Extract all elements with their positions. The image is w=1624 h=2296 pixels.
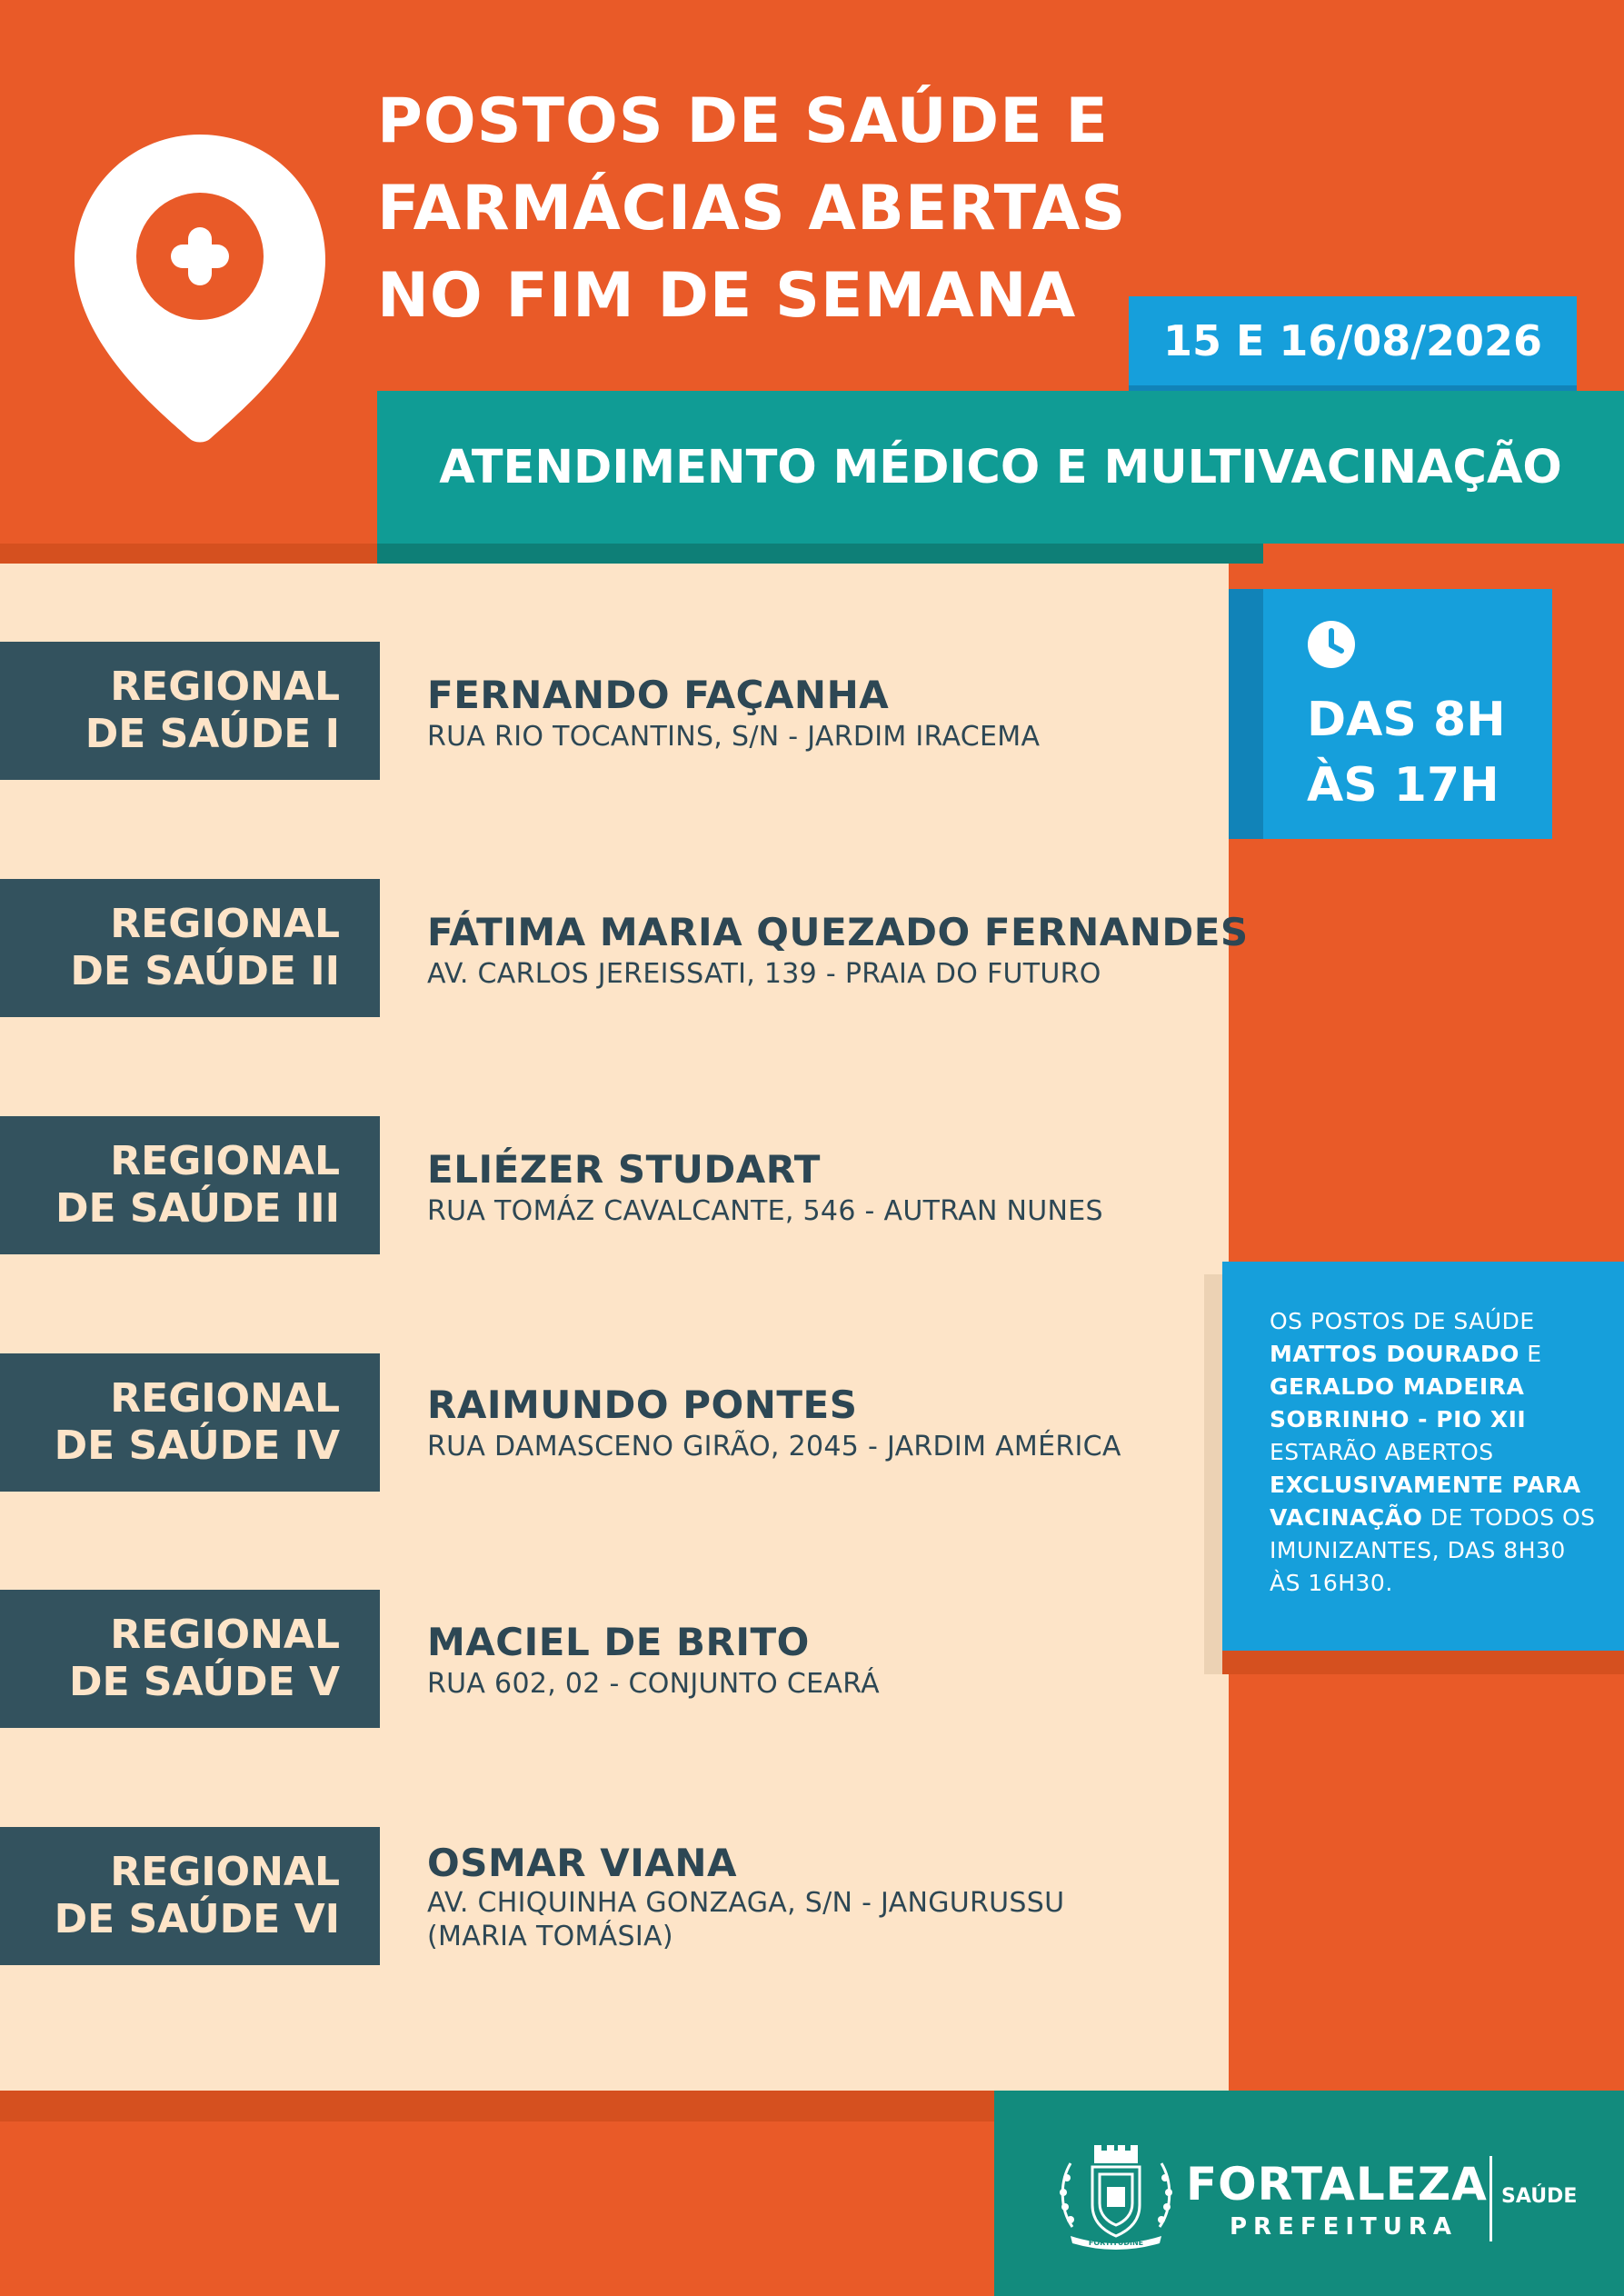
regional-label-line-2: DE SAÚDE I [85, 711, 340, 757]
unit-address-6-line-2: (MARIA TOMÁSIA) [427, 1921, 673, 1952]
unit-name-2: FÁTIMA MARIA QUEZADO FERNANDES [427, 910, 1249, 954]
note-highlight: GERALDO MADEIRA SOBRINHO - PIO XII [1270, 1373, 1527, 1433]
date-badge: 15 E 16/08/2026 [1129, 296, 1577, 385]
regional-label-3 [0, 1116, 380, 1254]
regional-label-line-2: DE SAÚDE IV [54, 1423, 340, 1469]
department-label: SAÚDE [1501, 2185, 1578, 2208]
note-shadow [1204, 1274, 1222, 1674]
regional-label-line-1: REGIONAL [110, 1138, 340, 1184]
regional-label-line-1: REGIONAL [110, 1612, 340, 1658]
regional-label-2 [0, 879, 380, 1017]
vaccination-note [1222, 1262, 1624, 1651]
regional-label-line-1: REGIONAL [110, 664, 340, 710]
regional-label-line-1: REGIONAL [110, 901, 340, 947]
hours-box-shadow [1229, 589, 1263, 839]
regional-label-line-2: DE SAÚDE V [69, 1659, 340, 1705]
regional-label-6 [0, 1827, 380, 1965]
regional-label-5 [0, 1590, 380, 1728]
unit-name-4: RAIMUNDO PONTES [427, 1383, 858, 1427]
unit-address-5: RUA 602, 02 - CONJUNTO CEARÁ [427, 1668, 880, 1700]
regional-label-line-1: REGIONAL [110, 1849, 340, 1895]
note-text: DE TODOS OS IMUNIZANTES, DAS 8H30 ÀS 16H30. [1270, 1504, 1596, 1596]
page-title-line-2: FARMÁCIAS ABERTAS [377, 173, 1127, 245]
hours-start: DAS 8H [1307, 693, 1506, 747]
page-title-line-3: NO FIM DE SEMANA [377, 260, 1077, 332]
footer-divider [1489, 2156, 1492, 2241]
unit-name-3: ELIÉZER STUDART [427, 1147, 821, 1192]
regional-label-line-2: DE SAÚDE VI [54, 1896, 340, 1942]
crest-motto: FORTITUDINE [1088, 2239, 1144, 2247]
unit-address-4: RUA DAMASCENO GIRÃO, 2045 - JARDIM AMÉRICA [427, 1431, 1121, 1462]
city-logo-name: FORTALEZA [1186, 2158, 1488, 2211]
unit-address-6: AV. CHIQUINHA GONZAGA, S/N - JANGURUSSU [427, 1887, 1065, 1919]
regional-label-4 [0, 1353, 380, 1492]
regional-label-line-1: REGIONAL [110, 1375, 340, 1422]
note-highlight: EXCLUSIVAMENTE PARA VACINAÇÃO [1270, 1472, 1581, 1531]
unit-address-3: RUA TOMÁZ CAVALCANTE, 546 - AUTRAN NUNES [427, 1195, 1103, 1227]
banner-shadow [377, 544, 1263, 564]
note-text: OS POSTOS DE SAÚDE [1270, 1308, 1535, 1334]
note-text: E [1519, 1341, 1542, 1367]
unit-name-6: OSMAR VIANA [427, 1841, 738, 1885]
city-coat-of-arms-icon [1052, 2136, 1180, 2252]
note-text: ESTARÃO ABERTOS [1270, 1439, 1494, 1465]
note-shadow-bottom [1222, 1651, 1624, 1674]
hours-end: ÀS 17H [1307, 758, 1499, 813]
service-banner: ATENDIMENTO MÉDICO E MULTIVACINAÇÃO [377, 391, 1624, 544]
city-logo-subtitle: PREFEITURA [1230, 2213, 1459, 2241]
unit-name-1: FERNANDO FAÇANHA [427, 673, 890, 717]
regional-label-line-2: DE SAÚDE II [70, 948, 340, 994]
unit-address-1: RUA RIO TOCANTINS, S/N - JARDIM IRACEMA [427, 721, 1041, 753]
clock-icon [1307, 620, 1356, 669]
note-highlight: MATTOS DOURADO [1270, 1341, 1519, 1367]
regional-label-1 [0, 642, 380, 780]
location-pin-plus-icon [75, 135, 325, 444]
unit-name-5: MACIEL DE BRITO [427, 1620, 810, 1664]
regional-label-line-2: DE SAÚDE III [55, 1185, 340, 1232]
page-title-line-1: POSTOS DE SAÚDE E [377, 85, 1109, 157]
unit-address-2: AV. CARLOS JEREISSATI, 139 - PRAIA DO FUTURO [427, 958, 1101, 990]
hours-box [1263, 589, 1552, 839]
